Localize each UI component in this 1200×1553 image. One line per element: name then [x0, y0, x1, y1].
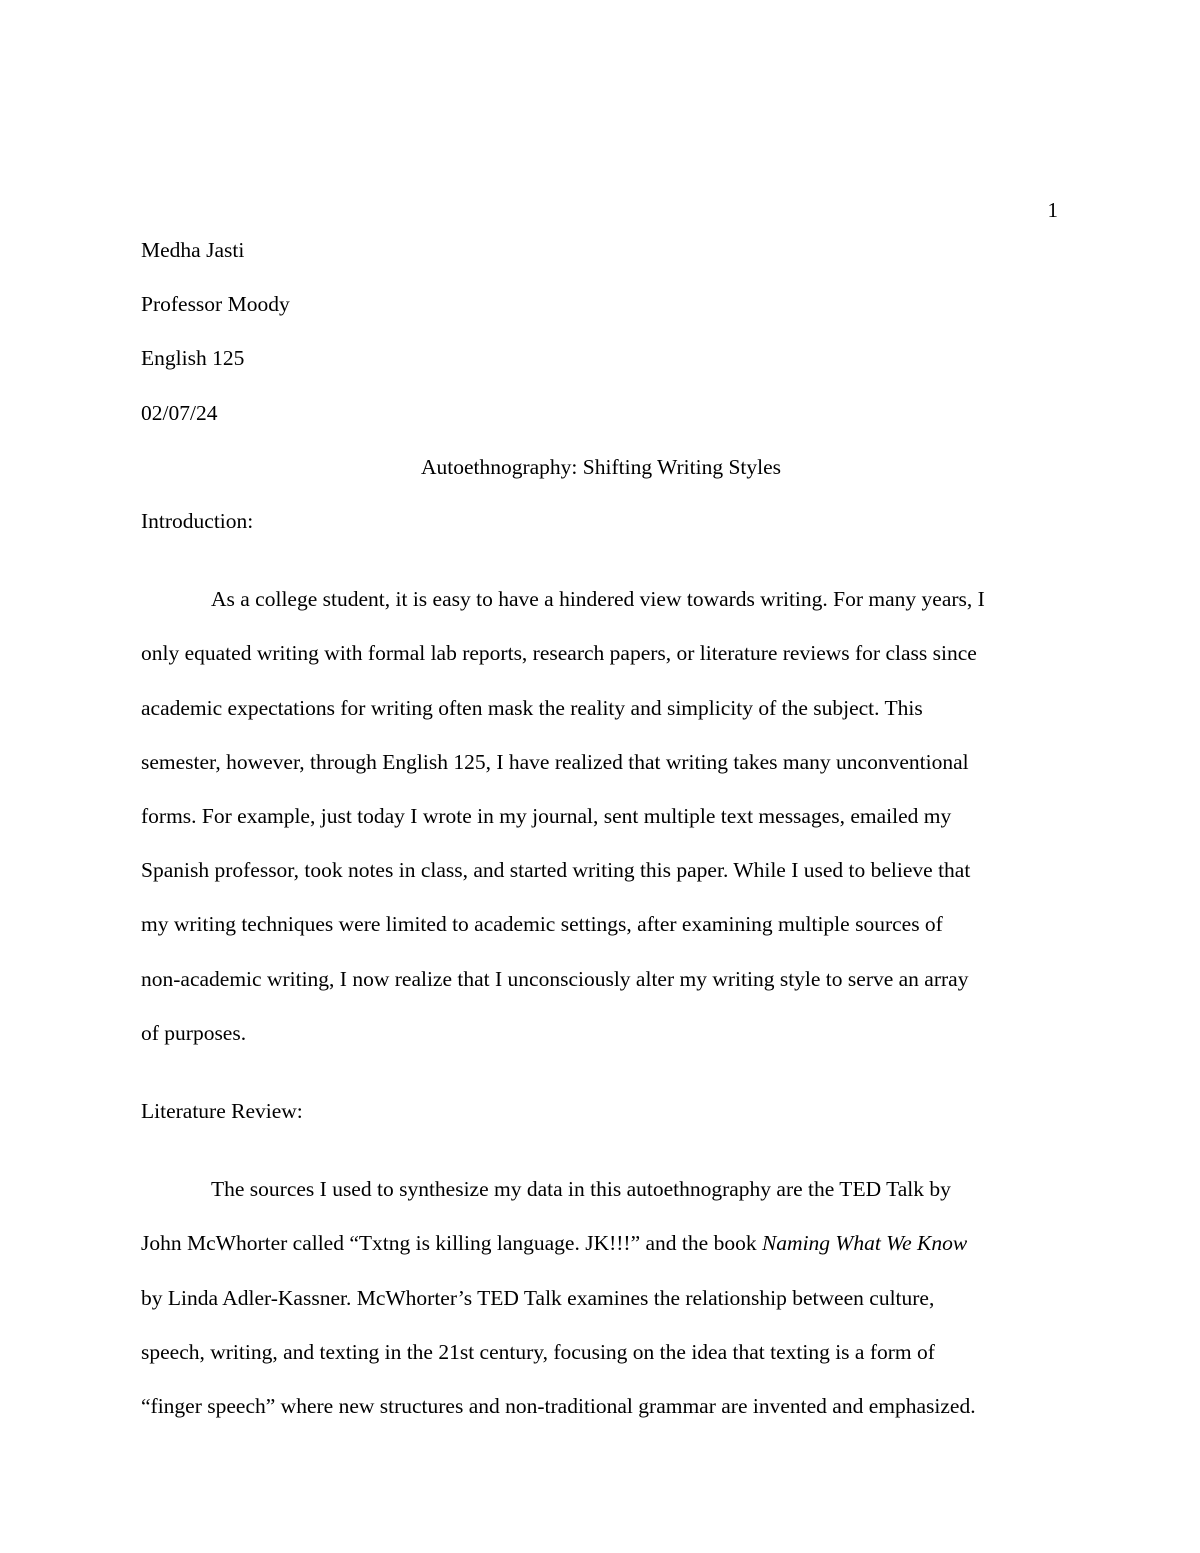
submission-date: 02/07/24 [141, 400, 218, 425]
course-name: English 125 [141, 346, 245, 371]
paragraph-line [141, 1216, 1061, 1270]
paper-title: Autoethnography: Shifting Writing Styles [420, 454, 782, 479]
paragraph-line: speech, writing, and texting in the 21st century, focusing on the idea that texting is a form of [141, 1339, 935, 1364]
paragraph-line: of purposes. [141, 1020, 247, 1045]
paragraph-line-text: John McWhorter called “Txtng is killing language. JK!!!” and the book [141, 1231, 762, 1256]
paragraph-line: As a college student, it is easy to have a hindered view towards writing. For many years, I [211, 587, 985, 612]
literature-review-paragraph [141, 1162, 1061, 1433]
section-heading-introduction: Introduction: [141, 509, 254, 534]
paragraph-line: “finger speech” where new structures and non-traditional grammar are invented and emphasized. [141, 1394, 976, 1419]
paragraph-line: semester, however, through English 125, I have realized that writing takes many unconventional [141, 749, 969, 774]
paragraph-line: my writing techniques were limited to academic settings, after examining multiple sources of [141, 912, 943, 937]
paragraph-line: forms. For example, just today I wrote in my journal, sent multiple text messages, emailed my [141, 804, 952, 829]
book-title: Naming What We Know [761, 1231, 968, 1256]
introduction-paragraph [141, 572, 1061, 1060]
document-body [141, 223, 1061, 1433]
section-spacer [141, 1060, 1061, 1084]
section-spacer [141, 1138, 1061, 1162]
instructor-name: Professor Moody [141, 292, 290, 317]
paragraph-line: by Linda Adler-Kassner. McWhorter’s TED Talk examines the relationship between culture, [141, 1285, 935, 1310]
paragraph-line: The sources I used to synthesize my data in this autoethnography are the TED Talk by [211, 1177, 951, 1202]
section-heading-literature-review: Literature Review: [141, 1099, 303, 1124]
paragraph-line: only equated writing with formal lab reports, research papers, or literature reviews for class since [141, 641, 977, 666]
paragraph-line: non-academic writing, I now realize that I unconsciously alter my writing style to serve an array [141, 966, 969, 991]
section-spacer [141, 548, 1061, 572]
author-name: Medha Jasti [141, 238, 245, 262]
paragraph-line: Spanish professor, took notes in class, and started writing this paper. While I used to believe that [141, 858, 971, 883]
paragraph-line: academic expectations for writing often mask the reality and simplicity of the subject. This [141, 695, 923, 720]
page-number: 1 [1047, 198, 1058, 222]
